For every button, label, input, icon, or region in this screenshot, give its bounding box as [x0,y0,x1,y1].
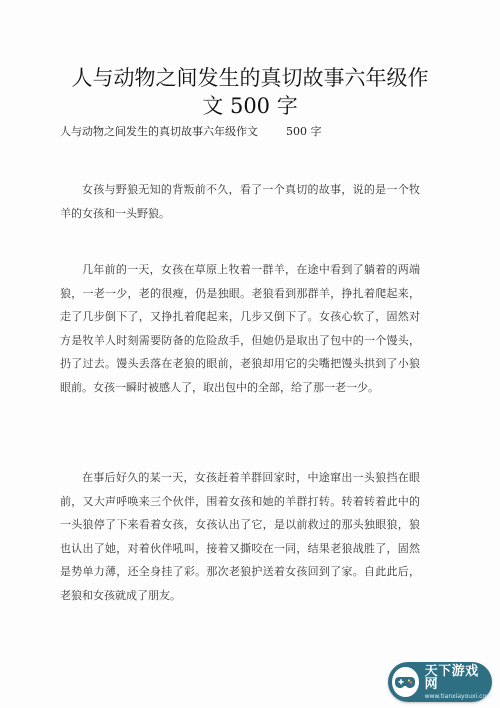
document-title [40,64,460,120]
watermark-name: 天下游戏网 [424,663,479,692]
game-controller-icon [392,667,419,697]
title-line-2: 文 500 字 [202,94,298,118]
subtitle-word-count: 500 字 [286,125,322,138]
title-line-1: 人与动物之间发生的真切故事六年级作 [71,66,429,90]
watermark-url: www.tianxiayouxi.com [424,692,492,700]
watermark-text [425,665,492,700]
paragraph-3: 在事后好久的某一天，女孩赶着羊群回家时，中途窜出一头狼挡在眼前，又大声呼唤来三个伙伴，围着女孩和她的羊群打转。转着转着此中的一头狼停了下来看着女孩，女孩认出了它，是以前救过的那头独眼狼，狼也认出了她，对着伙伴吼叫，接着又撕咬在一同，结果老狼战胜了，固然是势单力薄，还全身挂了彩。那次老狼护送着女孩回到了家。自此此后，老狼和女孩就成了朋友。 [60,471,420,602]
paragraph-2: 几年前的一天，女孩在草原上牧着一群羊，在途中看到了躺着的两端狼，一老一少，老的很瘦，仍是独眼。老狼看到那群羊，挣扎着爬起来，走了几步倒下了，又挣扎着爬起来，几步又倒下了。女孩心软了，固然对方是牧羊人时刻需要防备的危险敌手，但她仍是取出了包中的一个馒头，扔了过去。馒头丢落在老狼的眼前，老狼却用它的尖嘴把馒头拱到了小狼眼前。女孩一瞬时被感人了，取出包中的全部，给了那一老一少。 [60,263,420,394]
document-subtitle [60,123,400,139]
subtitle-text: 人与动物之间发生的真切故事六年级作文 [60,125,258,138]
paragraph-1: 女孩与野狼无知的背叛前不久，看了一个真切的故事，说的是一个牧羊的女孩和一头野狼。 [60,183,420,220]
site-watermark [388,662,492,702]
